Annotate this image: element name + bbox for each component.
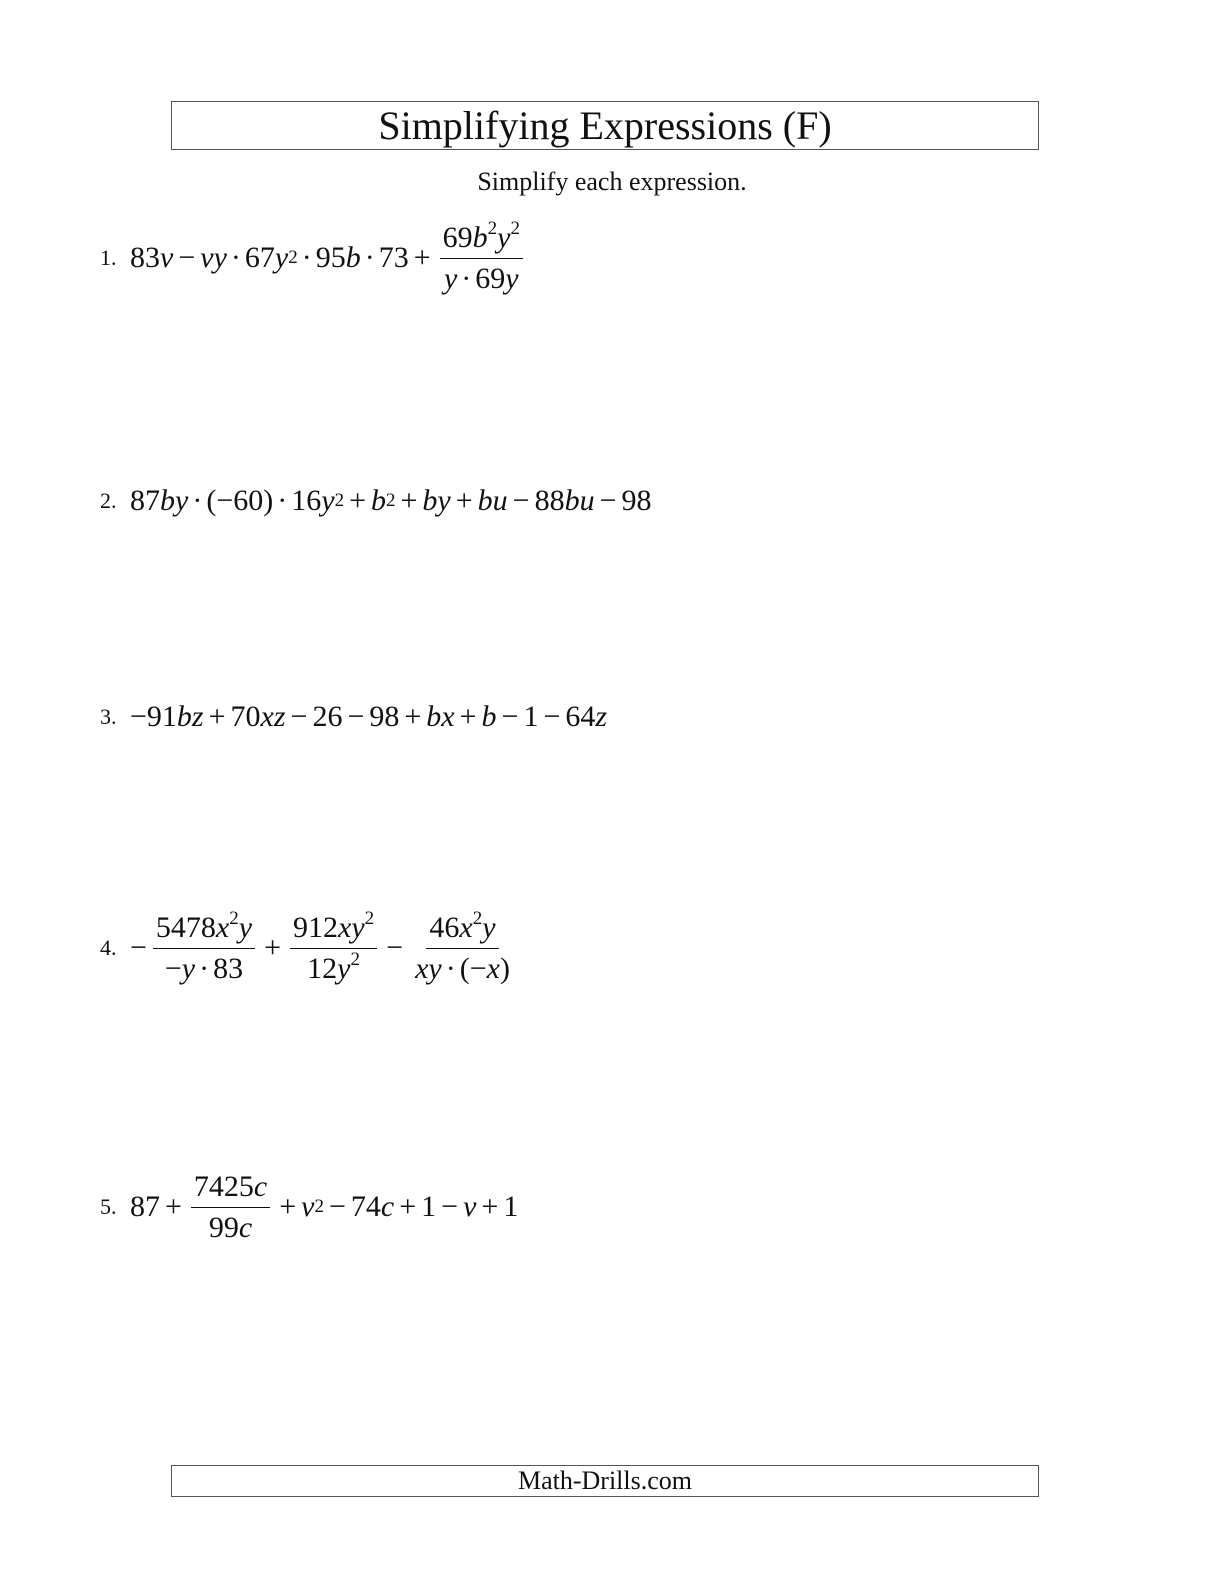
- problem-5: [100, 1171, 518, 1243]
- footer: [171, 1465, 1039, 1497]
- problem-2: [100, 484, 652, 518]
- math-expression: − $\frac{5478x^2y}{-y \cdot 83}$ + $\frac{912xy^2}{12y^2}$ − $\frac{46x^2y}{xy \cdot (-x)}$: [130, 912, 517, 984]
- math-expression: 83 v − vy · 67 y 2 · 95 b · 73 + $\frac{69b^2y^2}{y \cdot 69y}$: [130, 222, 527, 294]
- math-expression: 87 by · (−60) · 16 y 2 + b 2 + by + bu − 88 bu − 98: [130, 484, 652, 517]
- problem-4: [100, 908, 517, 985]
- fraction: $\frac{5478x^2y}{-y \cdot 83}$: [153, 912, 255, 984]
- footer-site-name: Math-Drills.com: [517, 1466, 693, 1495]
- math-expression: −91 bz + 70 xz − 26 − 98 + bx + b − 1 − 64 z: [130, 700, 608, 733]
- problem-number: 3.: [100, 704, 117, 729]
- instructions: Simplify each expression.: [477, 167, 747, 196]
- problem-number: 2.: [100, 488, 117, 513]
- fraction: $\frac{69b^2y^2}{y \cdot 69y}$: [440, 222, 523, 294]
- problem-number: 4.: [100, 935, 117, 960]
- problem-1: [100, 218, 527, 295]
- problem-3: [100, 700, 607, 734]
- fraction: $\frac{46x^2y}{xy \cdot (-x)}$: [415, 908, 510, 985]
- problem-number: 1.: [100, 245, 117, 270]
- worksheet-title: [171, 101, 1039, 150]
- math-expression: 87 + $\frac{7425c}{99c}$ + v 2 − 74 c + 1 − v + 1: [130, 1170, 519, 1244]
- fraction: $\frac{7425c}{99c}$: [191, 1171, 270, 1243]
- worksheet-title-text: Simplifying Expressions (F): [378, 102, 832, 148]
- problem-number: 5.: [100, 1194, 117, 1219]
- fraction: $\frac{912xy^2}{12y^2}$: [290, 912, 377, 984]
